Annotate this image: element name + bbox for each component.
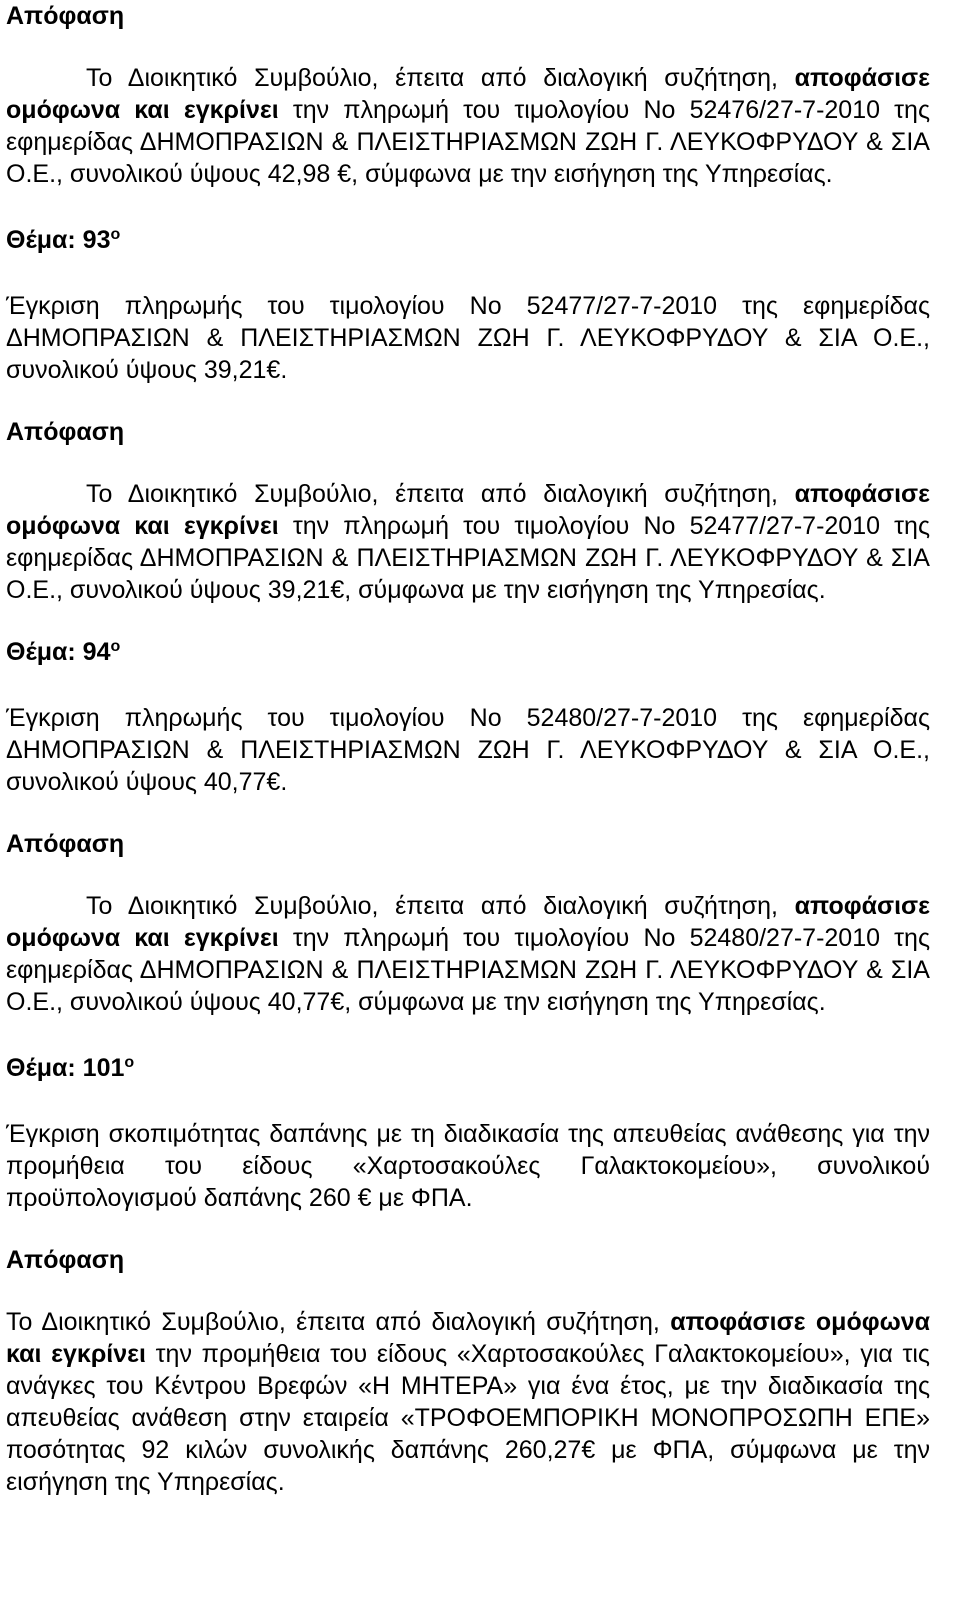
decision-heading: Απόφαση [6, 1246, 125, 1274]
decision-paragraph [6, 890, 930, 1018]
subject-heading-ordinal: ο [124, 1054, 135, 1071]
decision-paragraph [6, 62, 930, 190]
decision-text-pre: Το Διοικητικό Συμβούλιο, έπειτα από διαλογική συζήτηση, [86, 892, 795, 920]
decision-text-pre: Το Διοικητικό Συμβούλιο, έπειτα από διαλογική συζήτηση, [86, 480, 795, 508]
subject-heading-ordinal: ο [110, 638, 121, 655]
subject-heading [6, 224, 930, 256]
decision-text-bold: αποφάσισε ομόφωνα και εγκρίνει [6, 480, 930, 540]
decision-text-post: την πληρωμή του τιμολογίου Νο 52480/27-7-2010 της εφημερίδας ΔΗΜΟΠΡΑΣΙΩΝ & ΠΛΕΙΣΤΗΡΙΑΣΜΩΝ ΖΩΗ Γ. ΛΕΥΚΟΦΡΥΔΟΥ & ΣΙΑ Ο.Ε., συνολικού ύψους 40,77€, σύμφωνα με την εισήγηση της Υπηρεσίας. [6, 924, 931, 1016]
subject-paragraph: Έγκριση σκοπιμότητας δαπάνης με τη διαδικασία της απευθείας ανάθεσης για την προμήθεια του είδους «Χαρτοσακούλες Γαλακτοκομείου», συνολικού προϋπολογισμού δαπάνης 260 € με ΦΠΑ. [6, 1120, 930, 1212]
subject-heading [6, 636, 930, 668]
decision-text-post: την πληρωμή του τιμολογίου Νο 52477/27-7-2010 της εφημερίδας ΔΗΜΟΠΡΑΣΙΩΝ & ΠΛΕΙΣΤΗΡΙΑΣΜΩΝ ΖΩΗ Γ. ΛΕΥΚΟΦΡΥΔΟΥ & ΣΙΑ Ο.Ε., συνολικού ύψους 39,21€, σύμφωνα με την εισήγηση της Υπηρεσίας. [6, 512, 931, 604]
subject-heading-label: Θέμα: 101 [6, 1054, 125, 1082]
decision-heading: Απόφαση [6, 2, 125, 30]
subject-heading [6, 1052, 930, 1084]
subject-paragraph: Έγκριση πληρωμής του τιμολογίου Νο 52480/27-7-2010 της εφημερίδας ΔΗΜΟΠΡΑΣΙΩΝ & ΠΛΕΙΣΤΗΡΙΑΣΜΩΝ ΖΩΗ Γ. ΛΕΥΚΟΦΡΥΔΟΥ & ΣΙΑ Ο.Ε., συνολικού ύψους 40,77€. [6, 704, 930, 796]
decision-text-bold: αποφάσισε ομόφωνα και εγκρίνει [6, 1308, 930, 1368]
decision-text-post: την πληρωμή του τιμολογίου Νο 52476/27-7-2010 της εφημερίδας ΔΗΜΟΠΡΑΣΙΩΝ & ΠΛΕΙΣΤΗΡΙΑΣΜΩΝ ΖΩΗ Γ. ΛΕΥΚΟΦΡΥΔΟΥ & ΣΙΑ Ο.Ε., συνολικού ύψους 42,98 €, σύμφωνα με την εισήγηση της Υπηρεσίας. [6, 96, 931, 188]
subject-heading-label: Θέμα: 94 [6, 638, 111, 666]
decision-text-bold: αποφάσισε ομόφωνα και εγκρίνει [6, 892, 930, 952]
decision-heading: Απόφαση [6, 830, 125, 858]
decision-text-pre: Το Διοικητικό Συμβούλιο, έπειτα από διαλογική συζήτηση, [86, 64, 795, 92]
decision-paragraph [6, 1306, 930, 1498]
subject-paragraph: Έγκριση πληρωμής του τιμολογίου Νο 52477/27-7-2010 της εφημερίδας ΔΗΜΟΠΡΑΣΙΩΝ & ΠΛΕΙΣΤΗΡΙΑΣΜΩΝ ΖΩΗ Γ. ΛΕΥΚΟΦΡΥΔΟΥ & ΣΙΑ Ο.Ε., συνολικού ύψους 39,21€. [6, 292, 930, 384]
decision-paragraph [6, 478, 930, 606]
subject-heading-ordinal: ο [110, 226, 121, 243]
subject-heading-label: Θέμα: 93 [6, 226, 111, 254]
decision-text-post: την προμήθεια του είδους «Χαρτοσακούλες Γαλακτοκομείου», για τις ανάγκες του Κέντρου Βρεφών «Η ΜΗΤΕΡΑ» για ένα έτος, με την διαδικασία της απευθείας ανάθεση στην εταιρεία «ΤΡΟΦΟΕΜΠΟΡΙΚΗ ΜΟΝΟΠΡΟΣΩΠΗ ΕΠΕ» ποσότητας 92 κιλών συνολικής δαπάνης 260,27€ με ΦΠΑ, σύμφωνα με την εισήγηση της Υπηρεσίας. [6, 1340, 930, 1496]
decision-text-pre: Το Διοικητικό Συμβούλιο, έπειτα από διαλογική συζήτηση, [6, 1308, 671, 1336]
decision-text-bold: αποφάσισε ομόφωνα και εγκρίνει [6, 64, 930, 124]
decision-heading: Απόφαση [6, 418, 125, 446]
